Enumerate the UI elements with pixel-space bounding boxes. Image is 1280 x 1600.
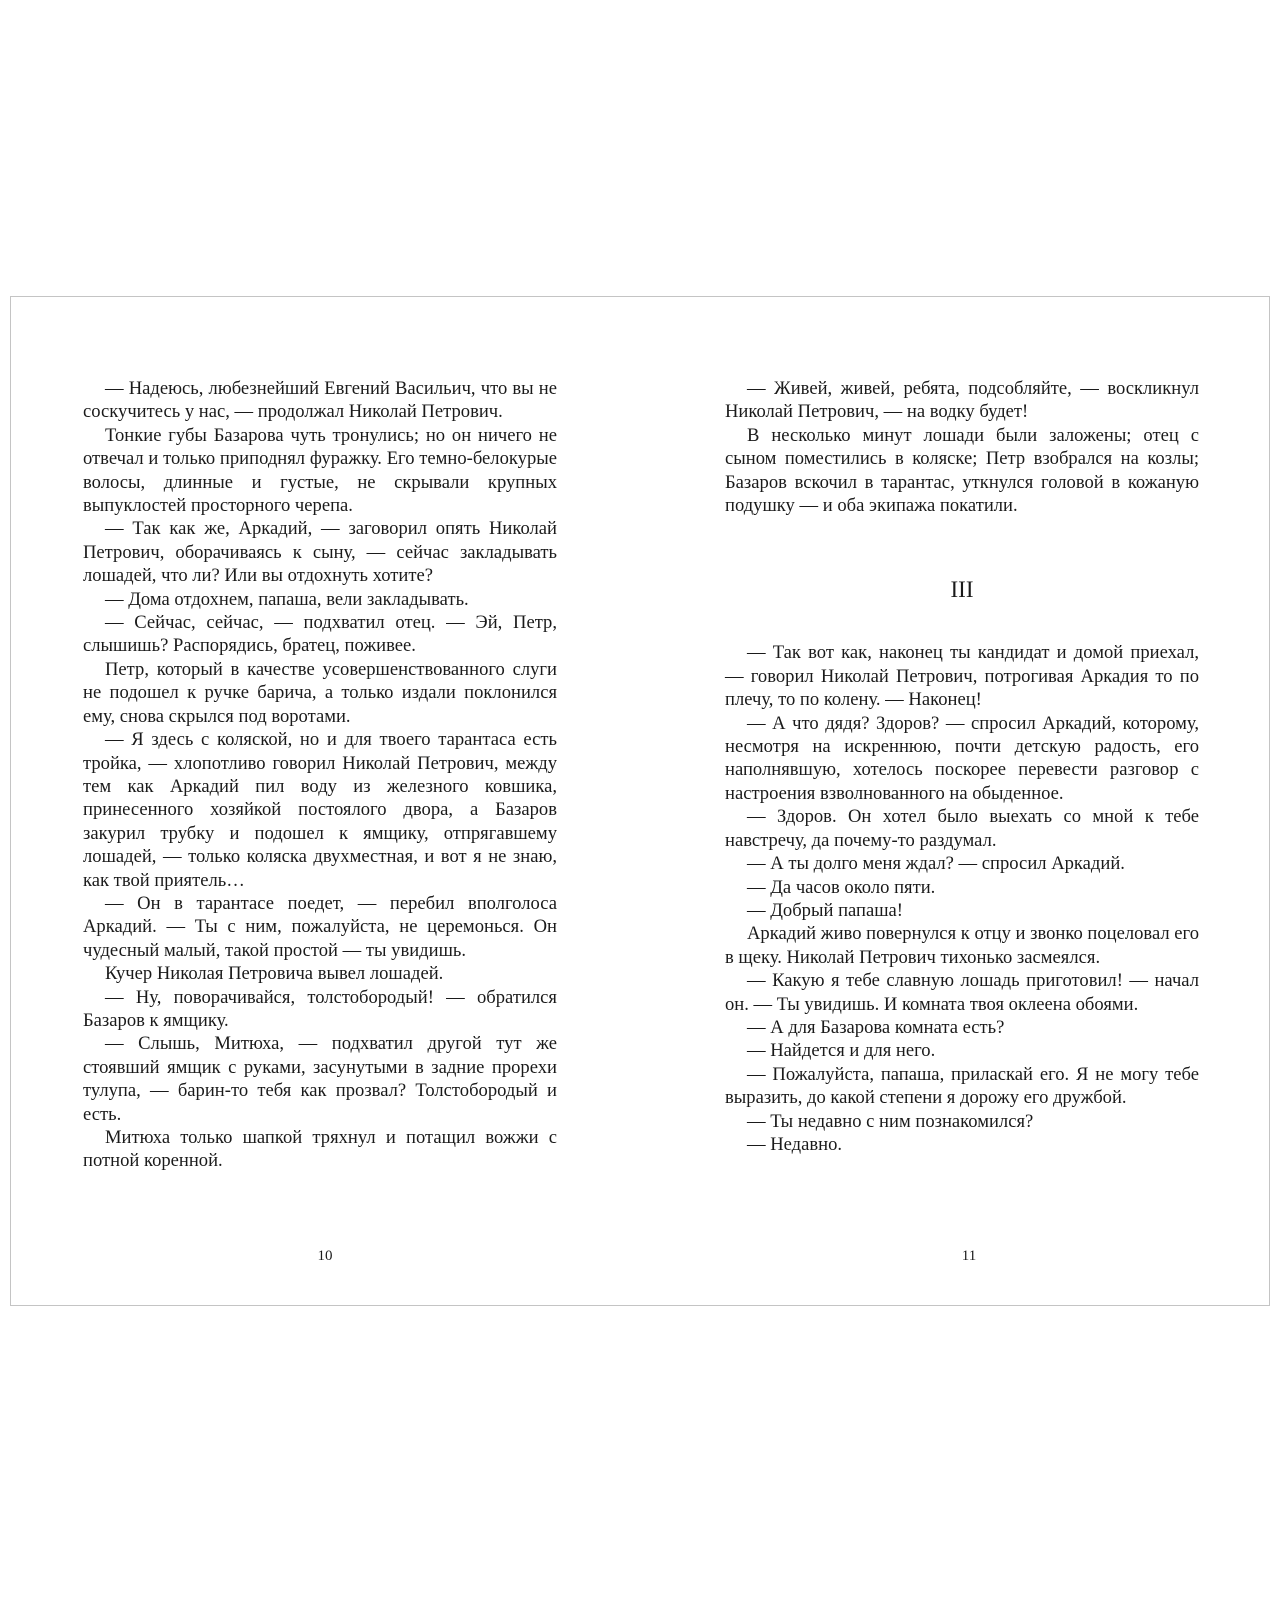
paragraph: — Надеюсь, любезнейший Евгений Васильич, что вы не соскучитесь у нас, — продолжал Николай Петрович. [83,378,557,423]
paragraph: — Живей, живей, ребята, подсобляйте, — воскликнул Николай Петрович, — на водку будет! [725,378,1199,423]
paragraph: — Так вот как, наконец ты кандидат и домой приехал, — говорил Николай Петрович, потрогивая Аркадия то по плечу, то по колену. — Наконец! [725,642,1199,711]
page-number-left: 10 [317,1248,333,1264]
paragraph: — Я здесь с коляской, но и для твоего тарантаса есть тройка, — хлопотливо говорил Николай Петрович, между тем как Аркадий пил воду из железного ковшика, принесенного хозяйкой постоялого двора, а Базаров закурил трубку и подошел к ямщику, отпрягавшему лошадей, — только коляска двухместная, и вот я не знаю, как твой приятель… [83,729,557,891]
paragraph: Петр, который в качестве усовершенствованного слуги не подошел к ручке барича, а только издали поклонился ему, снова скрылся под воротами. [83,658,557,727]
left-page [83,377,557,1173]
paragraph: — Какую я тебе славную лошадь приготовил! — начал он. — Ты увидишь. И комната твоя оклеена обоями. [725,970,1199,1015]
paragraph: — Недавно. [747,1133,843,1155]
paragraph: Митюха только шапкой тряхнул и потащил вожжи с потной коренной. [83,1127,557,1172]
paragraph: — А ты долго меня ждал? — спросил Аркадий. [747,853,1125,875]
paragraph: В несколько минут лошади были заложены; отец с сыном поместились в коляске; Петр взобрался на козлы; Базаров вскочил в тарантас, уткнулся головой в кожаную подушку — и оба экипажа покатили. [725,424,1199,517]
paragraph: Кучер Николая Петровича вывел лошадей. [105,963,444,985]
right-page-text [725,377,1199,1156]
right-page [725,377,1199,1156]
left-page-text [83,377,557,1173]
paragraph: — Сейчас, сейчас, — подхватил отец. — Эй, Петр, слышишь? Распорядись, братец, поживее. [83,612,557,657]
book-spread [10,296,1270,1306]
paragraph: — Ты недавно с ним познакомился? [747,1110,1034,1132]
paragraph: — Дома отдохнем, папаша, вели закладывать. [105,588,469,610]
chapter-heading: III [950,577,974,603]
paragraph: — Добрый папаша! [747,899,903,921]
page-number-right: 11 [961,1248,977,1264]
paragraph: Тонкие губы Базарова чуть тронулись; но он ничего не отвечал и только приподнял фуражку. Его темно-белокурые волосы, длинные и густые, не скрывали крупных выпуклостей просторного черепа. [83,424,557,517]
paragraph: — Слышь, Митюха, — подхватил другой тут же стоявший ямщик с руками, засунутыми в задние прорехи тулупа, — барин-то тебя как прозвал? Толстобородый и есть. [83,1033,557,1125]
paragraph: — Ну, поворачивайся, толстобородый! — обратился Базаров к ямщику. [83,986,557,1031]
paragraph: Аркадий живо повернулся к отцу и звонко поцеловал его в щеку. Николай Петрович тихонько засмеялся. [725,923,1200,968]
paragraph: — Так как же, Аркадий, — заговорил опять Николай Петрович, оборачиваясь к сыну, — сейчас закладывать лошадей, что ли? Или вы отдохнуть хотите? [83,518,557,587]
paragraph: — А что дядя? Здоров? — спросил Аркадий, которому, несмотря на искреннюю, почти детскую радость, его наполнявшую, хотелось поскорее перевести разговор с настроения взволнованного на обыденное. [725,712,1199,804]
paragraph: — Да часов около пяти. [747,876,936,898]
paragraph: — Он в тарантасе поедет, — перебил вполголоса Аркадий. — Ты с ним, пожалуйста, не церемонься. Он чудесный малый, такой простой — ты увидишь. [83,892,557,961]
paragraph: — Пожалуйста, папаша, приласкай его. Я не могу тебе выразить, до какой степени я дорожу его дружбой. [725,1063,1199,1109]
paragraph: — Здоров. Он хотел было выехать со мной к тебе навстречу, да почему-то раздумал. [725,806,1199,851]
paragraph: — Найдется и для него. [747,1040,936,1062]
paragraph: — А для Базарова комната есть? [747,1016,1005,1038]
